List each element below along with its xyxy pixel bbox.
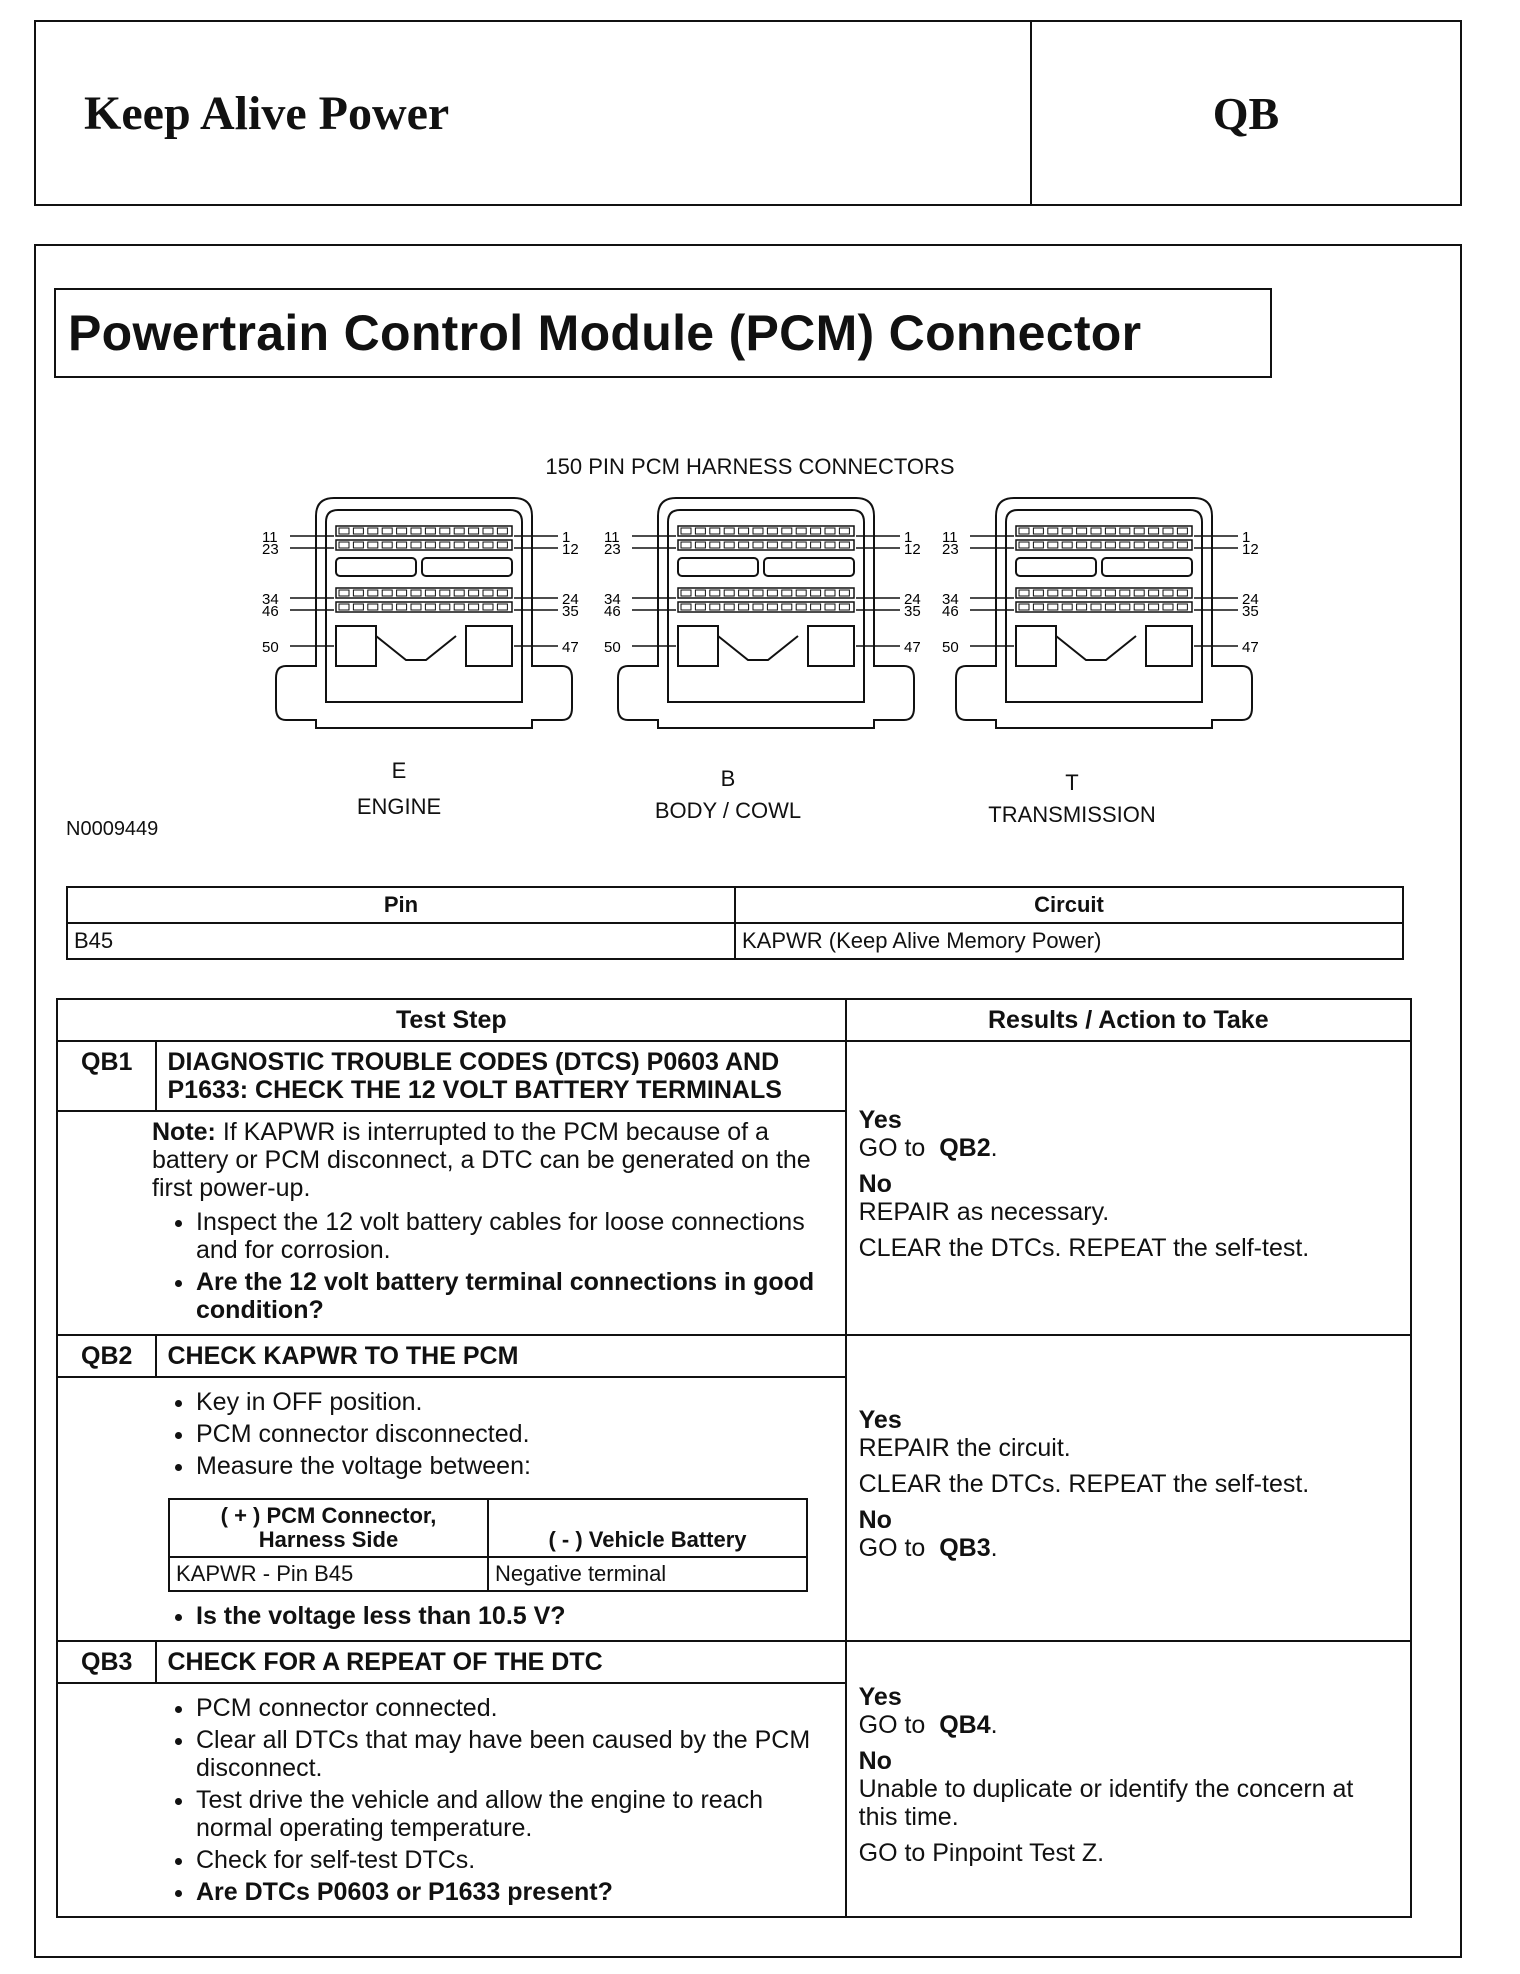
list-item: • Inspect the 12 volt battery cables for loose connections and for corrosion. — [196, 1208, 835, 1264]
pin-label: 11 — [262, 529, 278, 546]
step-id: QB2 — [57, 1335, 156, 1377]
results-header: Results / Action to Take — [846, 999, 1411, 1041]
figure-id: N0009449 — [66, 818, 159, 840]
step-result: Yes GO to QB2. No REPAIR as necessary. CLEAR the DTCs. REPEAT the self-test. — [846, 1041, 1411, 1335]
connector-diagram — [236, 496, 1266, 796]
figure-caption: 150 PIN PCM HARNESS CONNECTORS — [545, 454, 955, 479]
pin-cell: B45 — [67, 923, 735, 959]
step-title: CHECK FOR A REPEAT OF THE DTC — [156, 1641, 845, 1683]
yes-label: Yes — [858, 1683, 902, 1711]
step-title: CHECK KAPWR TO THE PCM — [156, 1335, 845, 1377]
pin-label: 34 — [942, 591, 959, 608]
table-row — [57, 1041, 1411, 1111]
step-title: DIAGNOSTIC TROUBLE CODES (DTCS) P0603 AND P1633: CHECK THE 12 VOLT BATTERY TERMINALS — [156, 1041, 845, 1111]
table-row — [57, 1641, 1411, 1683]
pin-label: 34 — [262, 591, 279, 608]
pin-label: 24 — [904, 591, 921, 608]
step-question: • Are the 12 volt battery terminal connections in good condition? — [196, 1268, 835, 1324]
slot — [1102, 558, 1192, 576]
no-line: REPAIR as necessary. — [858, 1198, 1110, 1226]
slot — [678, 558, 758, 576]
latch — [336, 626, 512, 666]
pin-label: 46 — [262, 603, 279, 620]
pin-label: 47 — [1242, 639, 1259, 656]
pin-label: 1 — [904, 529, 913, 546]
pin-label: 46 — [942, 603, 959, 620]
connector-name-body: BODY / COWL — [654, 798, 802, 823]
list-item: • PCM connector connected. — [196, 1694, 835, 1722]
no-ref: QB3 — [939, 1534, 991, 1562]
pin-label: 24 — [1242, 591, 1259, 608]
yes-ref: QB4 — [939, 1711, 991, 1739]
measurement-table — [168, 1498, 808, 1592]
pin-label: 35 — [904, 603, 921, 620]
no-label: No — [858, 1747, 892, 1775]
step-body — [57, 1111, 846, 1335]
yes-text: GO to — [858, 1711, 926, 1739]
latch — [1016, 626, 1192, 666]
measure-cell: Negative terminal — [488, 1557, 807, 1591]
list-item: • Test drive the vehicle and allow the engine to reach normal operating temperature. — [196, 1786, 835, 1842]
test-step-table — [56, 998, 1412, 1918]
test-step-header: Test Step — [57, 999, 846, 1041]
pin-label: 46 — [604, 603, 621, 620]
slot — [336, 558, 416, 576]
no-line: GO to Pinpoint Test Z. — [858, 1839, 1105, 1867]
connector-letter-e: E — [391, 758, 407, 783]
circuit-cell: KAPWR (Keep Alive Memory Power) — [735, 923, 1403, 959]
section-title: Powertrain Control Module (PCM) Connector — [54, 288, 1272, 378]
pin-label: 34 — [604, 591, 621, 608]
page-title: Keep Alive Power — [84, 86, 450, 140]
pin-label: 1 — [562, 529, 571, 546]
pin-label: 47 — [904, 639, 921, 656]
pin-label: 11 — [942, 529, 958, 546]
connector-name-engine: ENGINE — [356, 794, 442, 819]
yes-text: GO to — [858, 1134, 926, 1162]
connector-letter-b: B — [720, 766, 736, 791]
yes-ref: QB2 — [939, 1134, 991, 1162]
measure-header-negative: ( - ) Vehicle Battery — [488, 1499, 807, 1557]
pin-label: 35 — [1242, 603, 1259, 620]
list-item: • PCM connector disconnected. — [196, 1420, 835, 1448]
pin-table — [66, 886, 1404, 960]
section-code: QB — [1030, 22, 1460, 204]
note-label: Note: — [152, 1118, 216, 1146]
table-row — [67, 923, 1403, 959]
step-result: Yes GO to QB4. No Unable to duplicate or identify the concern at this time. GO to Pinpoint Test Z. — [846, 1641, 1411, 1917]
pin-label: 11 — [604, 529, 620, 546]
no-line: Unable to duplicate or identify the concern at this time. — [858, 1775, 1354, 1831]
slot — [422, 558, 512, 576]
no-label: No — [858, 1506, 892, 1534]
pin-label: 24 — [562, 591, 579, 608]
connector-name-transmission: TRANSMISSION — [988, 802, 1156, 827]
no-text: GO to — [858, 1534, 926, 1562]
step-body — [57, 1377, 846, 1641]
note-text: If KAPWR is interrupted to the PCM because of a battery or PCM disconnect, a DTC can be generated on the first power-up. — [152, 1118, 811, 1202]
measure-cell: KAPWR - Pin B45 — [169, 1557, 488, 1591]
no-line: CLEAR the DTCs. REPEAT the self-test. — [858, 1234, 1310, 1262]
pin-label: 23 — [604, 541, 621, 558]
step-result: Yes REPAIR the circuit. CLEAR the DTCs. REPEAT the self-test. No GO to QB3. — [846, 1335, 1411, 1641]
content-panel — [34, 244, 1462, 1958]
list-item: • Clear all DTCs that may have been caused by the PCM disconnect. — [196, 1726, 835, 1782]
page-header — [34, 20, 1462, 206]
pin-label: 35 — [562, 603, 579, 620]
circuit-header: Circuit — [735, 887, 1403, 923]
pin-label: 23 — [262, 541, 279, 558]
step-question: • Are DTCs P0603 or P1633 present? — [196, 1878, 835, 1906]
pin-header: Pin — [67, 887, 735, 923]
measure-header-positive: ( + ) PCM Connector, Harness Side — [169, 1499, 488, 1557]
latch — [678, 626, 854, 666]
connector-letter-t: T — [1065, 770, 1079, 795]
table-row — [169, 1557, 807, 1591]
yes-label: Yes — [858, 1106, 902, 1134]
yes-line: CLEAR the DTCs. REPEAT the self-test. — [858, 1470, 1310, 1498]
list-item: • Key in OFF position. — [196, 1388, 835, 1416]
step-question: • Is the voltage less than 10.5 V? — [196, 1602, 835, 1630]
list-item: • Measure the voltage between: — [196, 1452, 835, 1480]
slot — [764, 558, 854, 576]
table-row — [57, 1335, 1411, 1377]
list-item: • Check for self-test DTCs. — [196, 1846, 835, 1874]
step-body — [57, 1683, 846, 1917]
pin-label: 12 — [904, 541, 921, 558]
pin-label: 50 — [942, 639, 959, 656]
pin-label: 1 — [1242, 529, 1251, 546]
step-id: QB1 — [57, 1041, 156, 1111]
no-label: No — [858, 1170, 892, 1198]
slot — [1016, 558, 1096, 576]
pin-label: 23 — [942, 541, 959, 558]
pin-label: 12 — [1242, 541, 1259, 558]
yes-line: REPAIR the circuit. — [858, 1434, 1071, 1462]
pin-label: 50 — [262, 639, 279, 656]
step-id: QB3 — [57, 1641, 156, 1683]
pin-label: 47 — [562, 639, 579, 656]
yes-label: Yes — [858, 1406, 902, 1434]
pin-label: 12 — [562, 541, 579, 558]
pin-label: 50 — [604, 639, 621, 656]
